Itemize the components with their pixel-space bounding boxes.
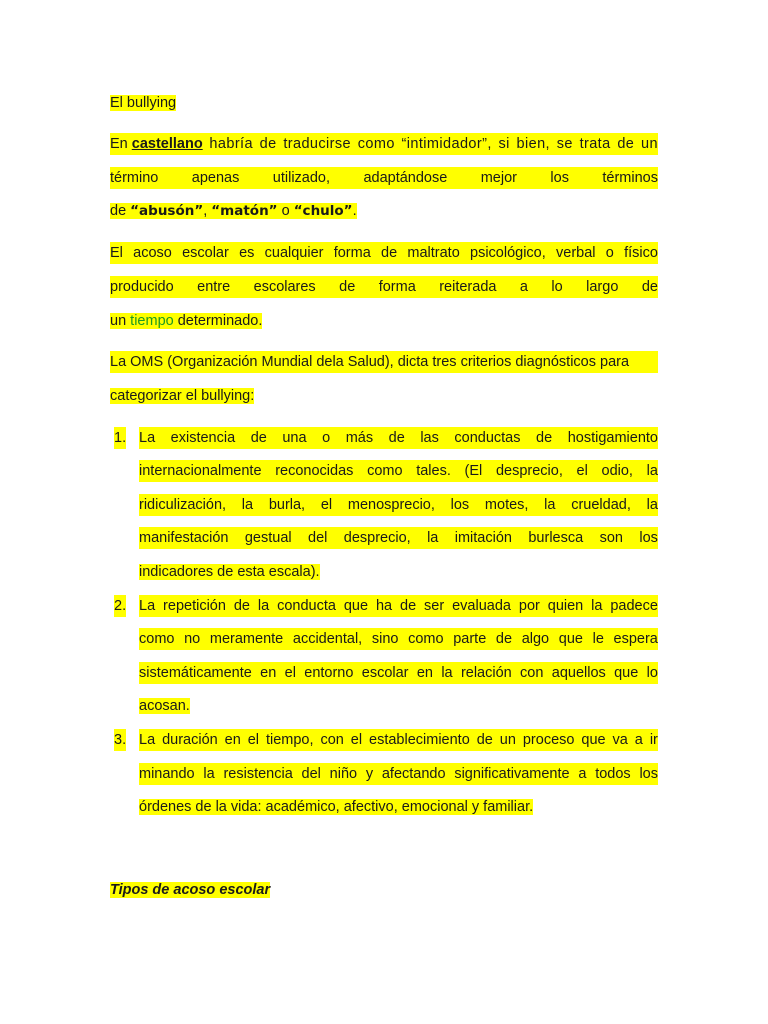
word: la	[646, 497, 658, 513]
word: que	[558, 631, 583, 647]
word: repetición	[163, 598, 226, 614]
word: desprecio,	[495, 463, 563, 479]
word-group	[110, 133, 203, 155]
word: a	[634, 732, 643, 748]
word: burlesca	[528, 530, 584, 546]
word: psicológico,	[470, 245, 546, 261]
word: se	[556, 136, 573, 152]
word: tiempo,	[265, 732, 314, 748]
word: “intimidador”,	[401, 136, 492, 152]
word: utilizado,	[272, 170, 331, 186]
word: establecimiento	[369, 732, 470, 748]
list-item-1-line3	[139, 494, 658, 516]
word: relación	[460, 665, 512, 681]
word: y	[365, 766, 374, 782]
word: más	[345, 430, 374, 446]
list-item-1-line4	[139, 527, 658, 549]
word: reiterada	[439, 279, 497, 295]
word: el	[576, 463, 588, 479]
word: La	[139, 598, 156, 614]
para3-line2	[110, 385, 254, 407]
word: bien,	[516, 136, 550, 152]
word: o	[605, 245, 614, 261]
word: la	[427, 530, 439, 546]
word: gestual	[244, 530, 292, 546]
word: La	[139, 732, 156, 748]
word: cualquier	[264, 245, 324, 261]
word: resistencia	[223, 766, 293, 782]
word: aquellos	[551, 665, 606, 681]
word: un	[640, 136, 658, 152]
word: que	[581, 732, 606, 748]
word: algo	[521, 631, 550, 647]
word: la	[591, 598, 603, 614]
para3-line2-text: categorizar el bullying:	[110, 388, 255, 404]
word: no	[184, 631, 201, 647]
list-item-1-line5	[139, 561, 320, 583]
word: proceso	[522, 732, 575, 748]
list-item-1-line1	[139, 427, 658, 449]
word: a	[519, 279, 528, 295]
word: tales.	[416, 463, 451, 479]
word: padece	[610, 598, 658, 614]
word: de	[617, 136, 635, 152]
word: ser	[424, 598, 445, 614]
word: en	[260, 665, 277, 681]
word: en	[224, 732, 241, 748]
word: es	[239, 245, 255, 261]
para2-line3-prefix: un	[110, 313, 131, 329]
word: como	[357, 136, 395, 152]
word: accidental,	[292, 631, 363, 647]
word: físico	[624, 245, 658, 261]
word: todos	[595, 766, 631, 782]
word: del	[301, 766, 321, 782]
word: acoso	[133, 245, 172, 261]
word: conductas	[454, 430, 521, 446]
para1-line3	[110, 200, 357, 222]
word: con	[320, 732, 344, 748]
word: afectando	[381, 766, 446, 782]
word: la	[646, 463, 658, 479]
word: los	[639, 530, 658, 546]
list-item-3-last: órdenes de la vida: académico, afectivo, emocional y familiar.	[139, 799, 534, 815]
word: maltrato	[407, 245, 460, 261]
word: los	[450, 497, 470, 513]
word: la	[441, 665, 453, 681]
word: ha	[375, 598, 393, 614]
word: parte	[453, 631, 487, 647]
word: de	[641, 279, 658, 295]
separator: o	[277, 203, 294, 219]
list-item-2-last: acosan.	[139, 698, 190, 714]
word: como	[408, 631, 444, 647]
word: imitación	[454, 530, 512, 546]
word: internacionalmente	[139, 463, 262, 479]
word: va	[612, 732, 628, 748]
prefix: En	[110, 136, 132, 152]
word: reconocidas	[275, 463, 354, 479]
term-chulo: “chulo”	[293, 203, 353, 219]
word: mejor	[480, 170, 517, 186]
word: lo	[551, 279, 563, 295]
word: entorno	[304, 665, 354, 681]
word: lo	[646, 665, 658, 681]
list-item-3-line2	[139, 763, 658, 785]
word: minando	[139, 766, 195, 782]
word: niño	[329, 766, 358, 782]
para2-line2	[110, 276, 658, 298]
word: duración	[162, 732, 218, 748]
list-number: 3.	[114, 729, 126, 751]
list-item-3-line1	[139, 729, 658, 751]
word: de	[381, 245, 398, 261]
word: los	[550, 170, 569, 186]
word: crueldad,	[571, 497, 631, 513]
word: términos	[602, 170, 658, 186]
word: motes,	[484, 497, 529, 513]
word: forma	[378, 279, 416, 295]
word: significativamente	[454, 766, 570, 782]
word: le	[592, 631, 604, 647]
word: apenas	[191, 170, 240, 186]
word: sino	[371, 631, 399, 647]
word: que	[343, 598, 369, 614]
castellano-link[interactable]: castellano	[131, 136, 203, 152]
word: forma	[333, 245, 371, 261]
word: conducta	[277, 598, 336, 614]
para3-line1	[110, 351, 658, 373]
word: el	[320, 497, 333, 513]
word: las	[420, 430, 439, 446]
word: existencia	[170, 430, 236, 446]
word: espera	[613, 631, 658, 647]
word: de	[388, 430, 405, 446]
word: odio,	[601, 463, 633, 479]
para1-line3-prefix: de	[110, 203, 131, 219]
word: hostigamiento	[567, 430, 658, 446]
list-number: 2.	[114, 595, 126, 617]
para2-line1	[110, 242, 658, 264]
list-item-2-line1	[139, 595, 658, 617]
word: el	[247, 732, 260, 748]
word: ir	[649, 732, 658, 748]
word: trata	[579, 136, 611, 152]
word: producido	[110, 279, 174, 295]
section-subheading	[110, 879, 270, 901]
para1-line1	[110, 133, 658, 155]
list-item-3-line3	[139, 796, 533, 818]
word: escolar	[361, 665, 409, 681]
subheading-text: Tipos de acoso escolar	[110, 882, 271, 898]
word: de	[259, 136, 277, 152]
word: del	[308, 530, 328, 546]
word: largo	[586, 279, 619, 295]
para2-line3-rest: determinado.	[173, 313, 263, 329]
word: entre	[197, 279, 231, 295]
document-title	[110, 92, 176, 114]
word: de	[536, 430, 553, 446]
word: el	[284, 665, 296, 681]
separator: ,	[203, 203, 212, 219]
word: adaptándose	[363, 170, 448, 186]
word: en	[416, 665, 433, 681]
word: de	[400, 598, 417, 614]
word: escolares	[253, 279, 316, 295]
word: de	[476, 732, 493, 748]
word: un	[499, 732, 516, 748]
term-abuson: “abusón”	[130, 203, 204, 219]
list-item-1-last: indicadores de esta escala).	[139, 564, 320, 580]
word: a	[578, 766, 587, 782]
word: como	[367, 463, 403, 479]
word: manifestación	[139, 530, 229, 546]
word: desprecio,	[343, 530, 411, 546]
word: o	[322, 430, 331, 446]
title-text: El bullying	[110, 95, 177, 111]
word: que	[614, 665, 639, 681]
word: la	[257, 598, 270, 614]
word: de	[339, 279, 356, 295]
word: El	[110, 245, 123, 261]
para3-line1-text: La OMS (Organización Mundial dela Salud), dicta tres criterios diagnósticos para	[110, 354, 630, 370]
word: La	[139, 430, 156, 446]
word: menosprecio,	[347, 497, 435, 513]
word: el	[350, 732, 363, 748]
word: evaluada	[452, 598, 511, 614]
word: traducirse	[283, 136, 352, 152]
list-item-2-line2	[139, 628, 658, 650]
list-item-1-line2	[139, 460, 658, 482]
word: de	[495, 631, 513, 647]
list-item-2-line3	[139, 662, 658, 684]
word: los	[639, 766, 658, 782]
word: una	[282, 430, 307, 446]
word: si	[498, 136, 510, 152]
word: como	[139, 631, 175, 647]
list-number: 1.	[114, 427, 126, 449]
word: ridiculización,	[139, 497, 227, 513]
word: (El	[464, 463, 483, 479]
para2-line3	[110, 310, 262, 332]
word: de	[233, 598, 250, 614]
word: la	[544, 497, 556, 513]
word: la	[241, 497, 254, 513]
word: la	[203, 766, 215, 782]
word: con	[520, 665, 544, 681]
para1-line2	[110, 167, 658, 189]
term-maton: “matón”	[211, 203, 278, 219]
word: término	[110, 170, 159, 186]
tiempo-link[interactable]: tiempo	[130, 313, 174, 329]
word: meramente	[209, 631, 284, 647]
period: .	[352, 203, 357, 219]
word: por	[518, 598, 540, 614]
word: verbal	[556, 245, 596, 261]
word: habría	[209, 136, 253, 152]
word: sistemáticamente	[139, 665, 252, 681]
word: escolar	[182, 245, 229, 261]
word: son	[599, 530, 623, 546]
list-item-2-line4	[139, 695, 190, 717]
word: de	[250, 430, 267, 446]
word: quien	[547, 598, 584, 614]
word: burla,	[268, 497, 306, 513]
